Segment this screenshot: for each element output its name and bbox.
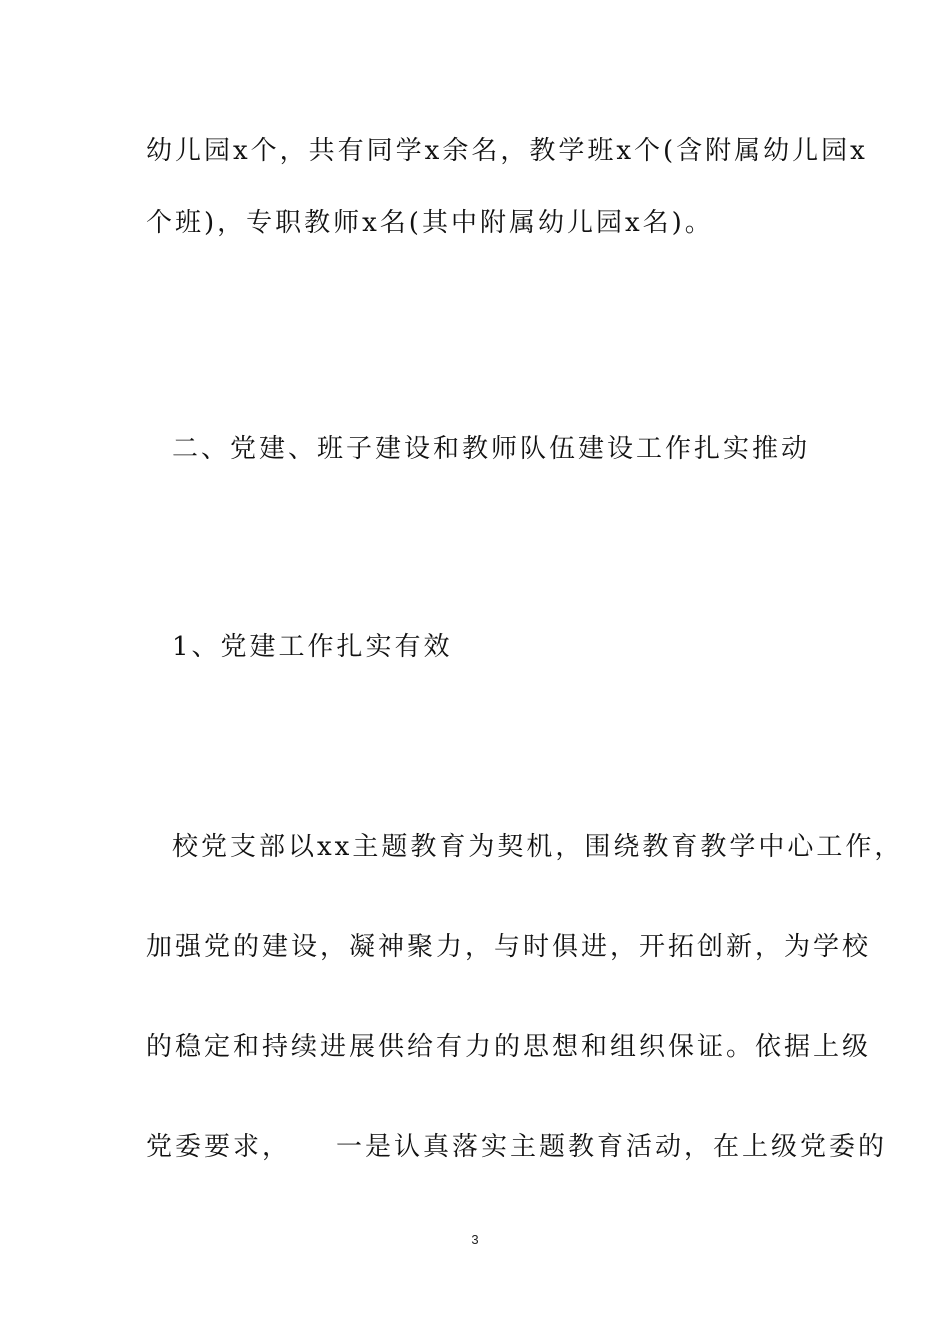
- party-paragraph-line-1: 校党支部以xx主题教育为契机，围绕教育教学中心工作，: [172, 832, 904, 862]
- intro-paragraph-line-2: 个班)，专职教师x名(其中附属幼儿园x名)。: [146, 208, 714, 238]
- party-paragraph-line-4: 党委要求， 一是认真落实主题教育活动，在上级党委的: [146, 1132, 888, 1162]
- party-paragraph-line-3: 的稳定和持续进展供给有力的思想和组织保证。依据上级: [146, 1032, 872, 1062]
- page-number: 3: [471, 1232, 479, 1247]
- party-paragraph-line-2: 加强党的建设，凝神聚力，与时俱进，开拓创新，为学校: [146, 932, 872, 962]
- section-heading: 二、党建、班子建设和教师队伍建设工作扎实推动: [172, 434, 811, 464]
- subsection-heading: 1、党建工作扎实有效: [172, 632, 453, 662]
- intro-paragraph-line-1: 幼儿园x个，共有同学x余名，教学班x个(含附属幼儿园x: [146, 136, 868, 166]
